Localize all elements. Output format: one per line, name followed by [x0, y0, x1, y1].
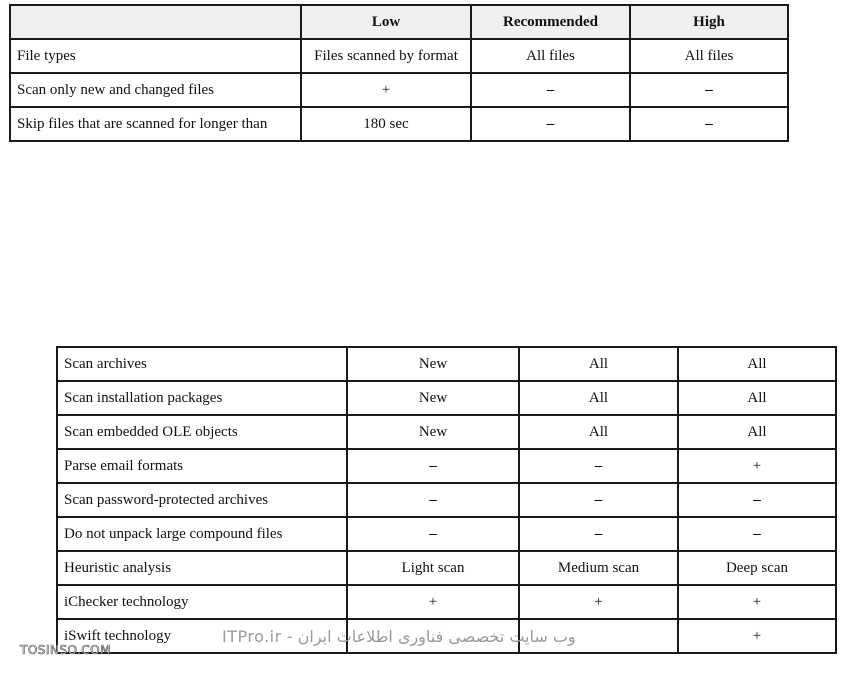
cell-recommended: – [519, 449, 678, 483]
tosinso-watermark: TOSINSO.COM [20, 643, 111, 657]
cell-low: New [347, 381, 519, 415]
table-row [57, 551, 836, 585]
header-cell-low: Low [301, 5, 471, 39]
table-row [57, 449, 836, 483]
cell-low: – [347, 449, 519, 483]
row-label: File types [10, 39, 301, 73]
cell-recommended: All [519, 381, 678, 415]
cell-low: New [347, 347, 519, 381]
cell-high: – [630, 107, 788, 141]
table-row [57, 415, 836, 449]
table-row [57, 381, 836, 415]
table-row [10, 39, 788, 73]
cell-low: New [347, 415, 519, 449]
cell-high: – [678, 517, 836, 551]
cell-low: – [347, 483, 519, 517]
row-label: Skip files that are scanned for longer than [10, 107, 301, 141]
row-label: Scan installation packages [57, 381, 347, 415]
row-label: Scan password-protected archives [57, 483, 347, 517]
cell-high: All files [630, 39, 788, 73]
row-label: Scan embedded OLE objects [57, 415, 347, 449]
cell-high: Deep scan [678, 551, 836, 585]
cell-low: + [301, 73, 471, 107]
cell-low: + [347, 585, 519, 619]
cell-recommended: – [471, 73, 630, 107]
header-cell-empty [10, 5, 301, 39]
itpro-watermark: وب سایت تخصصی فناوری اطلاعات ایران - ITPro.ir [222, 627, 576, 646]
cell-recommended: – [519, 517, 678, 551]
cell-recommended: All files [471, 39, 630, 73]
cell-high: – [630, 73, 788, 107]
cell-high: + [678, 619, 836, 653]
cell-high: All [678, 381, 836, 415]
cell-recommended: – [471, 107, 630, 141]
cell-recommended: All [519, 415, 678, 449]
row-label: Do not unpack large compound files [57, 517, 347, 551]
header-cell-recommended: Recommended [471, 5, 630, 39]
cell-high: All [678, 415, 836, 449]
cell-high: All [678, 347, 836, 381]
row-label: Scan archives [57, 347, 347, 381]
cell-recommended: + [519, 585, 678, 619]
cell-low: – [347, 517, 519, 551]
cell-recommended: Medium scan [519, 551, 678, 585]
scan-settings-table-bottom [56, 346, 837, 654]
row-label: iSwift technology [57, 619, 347, 653]
cell-low: Light scan [347, 551, 519, 585]
table-header-row [10, 5, 788, 39]
table-row [57, 517, 836, 551]
cell-recommended: – [519, 483, 678, 517]
table-row [57, 483, 836, 517]
table-row [10, 107, 788, 141]
row-label: iChecker technology [57, 585, 347, 619]
cell-low: Files scanned by format [301, 39, 471, 73]
row-label: Parse email formats [57, 449, 347, 483]
cell-high: + [678, 585, 836, 619]
table-row [10, 73, 788, 107]
cell-low: 180 sec [301, 107, 471, 141]
cell-recommended: All [519, 347, 678, 381]
cell-high: – [678, 483, 836, 517]
cell-high: + [678, 449, 836, 483]
table-row [57, 585, 836, 619]
row-label: Heuristic analysis [57, 551, 347, 585]
scan-settings-table-top [9, 4, 789, 142]
header-cell-high: High [630, 5, 788, 39]
row-label: Scan only new and changed files [10, 73, 301, 107]
table-row [57, 347, 836, 381]
